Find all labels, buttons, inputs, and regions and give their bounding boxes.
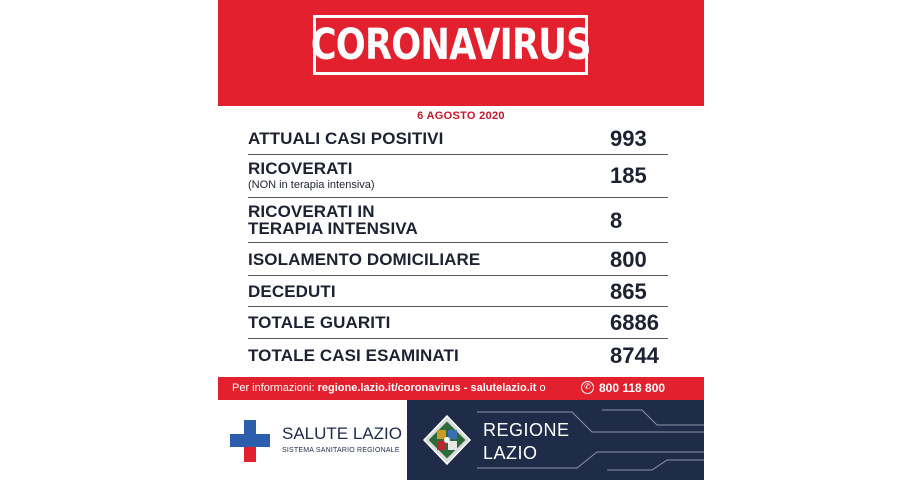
stat-label-line2: TERAPIA INTENSIVA bbox=[248, 219, 418, 238]
stat-row-recovered bbox=[248, 307, 668, 339]
stat-value: 8 bbox=[610, 208, 623, 233]
regional-crest-icon bbox=[423, 415, 471, 465]
stat-row-positive bbox=[248, 124, 668, 155]
stat-label-line1: RICOVERATI IN bbox=[248, 202, 375, 221]
page-title: CORONAVIRUS bbox=[310, 20, 591, 70]
stat-value: 8744 bbox=[610, 343, 659, 368]
salute-lazio-subtitle: SISTEMA SANITARIO REGIONALE bbox=[282, 447, 400, 454]
info-or: o bbox=[539, 382, 546, 394]
medical-cross-icon bbox=[230, 420, 270, 462]
stat-row-intensive-care bbox=[248, 198, 668, 243]
regione-lazio-logo bbox=[407, 400, 704, 480]
info-prefix: Per informazioni: bbox=[232, 382, 315, 394]
stat-row-home-isolation bbox=[248, 243, 668, 276]
stat-row-total-tested bbox=[248, 339, 668, 371]
stat-label: TOTALE GUARITI bbox=[248, 313, 391, 332]
header-banner bbox=[218, 0, 704, 106]
stat-value: 185 bbox=[610, 163, 647, 188]
stat-value: 6886 bbox=[610, 310, 659, 335]
stat-value: 993 bbox=[610, 126, 647, 151]
info-separator: - bbox=[463, 382, 468, 394]
salute-lazio-title: SALUTE LAZIO bbox=[282, 424, 402, 443]
stat-label: RICOVERATI bbox=[248, 159, 353, 178]
stat-label: ATTUALI CASI POSITIVI bbox=[248, 129, 444, 148]
salute-lazio-logo bbox=[218, 400, 407, 480]
stat-value: 800 bbox=[610, 247, 647, 272]
info-text bbox=[232, 377, 546, 400]
regione-title-line1: REGIONE bbox=[483, 420, 570, 440]
stat-label: ISOLAMENTO DOMICILIARE bbox=[248, 250, 481, 269]
stat-label: TOTALE CASI ESAMINATI bbox=[248, 346, 459, 365]
phone-icon: ✆ bbox=[581, 381, 594, 394]
info-phone[interactable]: 800 118 800 bbox=[599, 381, 666, 395]
info-bar bbox=[218, 377, 704, 400]
stat-row-hospitalized bbox=[248, 155, 668, 198]
stat-sublabel: (NON in terapia intensiva) bbox=[248, 179, 375, 191]
regione-title-line2: LAZIO bbox=[483, 443, 538, 463]
info-link-salute[interactable]: salutelazio.it bbox=[470, 382, 537, 394]
title-frame bbox=[310, 15, 591, 75]
bulletin-card bbox=[218, 0, 704, 480]
stat-label: DECEDUTI bbox=[248, 282, 336, 301]
stat-value: 865 bbox=[610, 279, 647, 304]
bulletin-date: 6 AGOSTO 2020 bbox=[417, 110, 505, 122]
stat-row-deceased bbox=[248, 276, 668, 307]
info-link-regione[interactable]: regione.lazio.it/coronavirus bbox=[317, 382, 461, 394]
